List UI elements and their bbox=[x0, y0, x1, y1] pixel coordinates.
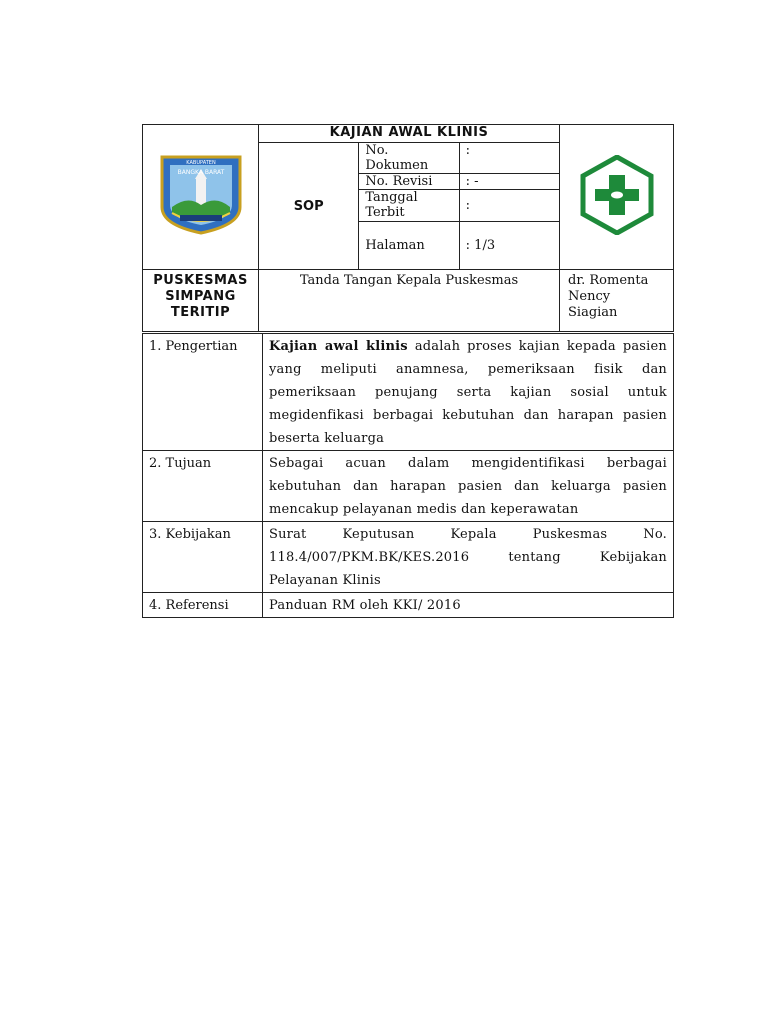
document-title: KAJIAN AWAL KLINIS bbox=[259, 125, 560, 143]
revision-value: : - bbox=[459, 174, 559, 190]
revision-label: No. Revisi bbox=[359, 174, 459, 190]
head-doctor-name: dr. Romenta Nency Siagian bbox=[560, 270, 674, 332]
issue-date-value: : bbox=[459, 190, 559, 222]
issue-date-label: Tanggal Terbit bbox=[359, 190, 459, 222]
section-label: 4. Referensi bbox=[143, 593, 263, 618]
bangka-barat-logo-icon bbox=[158, 155, 244, 235]
regency-logo-cell bbox=[143, 125, 259, 270]
section-label: 3. Kebijakan bbox=[143, 522, 263, 593]
section-text: Sebagai acuan dalam mengidentifikasi berbagai kebutuhan dan harapan pasien dan keluarga pasien mencakup pelayanan medis dan keperawatan bbox=[263, 451, 674, 522]
signature-label: Tanda Tangan Kepala Puskesmas bbox=[259, 270, 560, 332]
kemkes-logo-icon bbox=[579, 155, 655, 235]
section-row-referensi bbox=[143, 593, 674, 618]
section-label: 1. Pengertian bbox=[143, 334, 263, 451]
puskesmas-name: PUSKESMAS SIMPANG TERITIP bbox=[143, 270, 259, 332]
svg-text:KABUPATEN: KABUPATEN bbox=[185, 160, 216, 166]
section-row-tujuan bbox=[143, 451, 674, 522]
page-label: Halaman bbox=[359, 222, 459, 270]
section-row-kebijakan bbox=[143, 522, 674, 593]
section-text: Panduan RM oleh KKI/ 2016 bbox=[263, 593, 674, 618]
doc-number-value: : bbox=[459, 143, 559, 174]
kemkes-logo-cell bbox=[560, 125, 674, 270]
page-value: : 1/3 bbox=[459, 222, 559, 270]
sop-header-table bbox=[142, 124, 674, 332]
sop-label: SOP bbox=[259, 143, 359, 270]
section-text: Surat Keputusan Kepala Puskesmas No. 118.4/007/PKM.BK/KES.2016 tentang Kebijakan Pelayanan Klinis bbox=[263, 522, 674, 593]
section-label: 2. Tujuan bbox=[143, 451, 263, 522]
sop-content-table bbox=[142, 333, 674, 618]
section-row-pengertian bbox=[143, 334, 674, 451]
doc-number-label: No. Dokumen bbox=[359, 143, 459, 174]
section-text: Kajian awal klinis adalah proses kajian kepada pasien yang meliputi anamnesa, pemeriksaan fisik dan pemeriksaan penujang serta kajian sosial untuk megidenfikasi berbagai kebutuhan dan harapan pasien beserta keluarga bbox=[263, 334, 674, 451]
svg-text:BANGKA BARAT: BANGKA BARAT bbox=[177, 169, 224, 176]
